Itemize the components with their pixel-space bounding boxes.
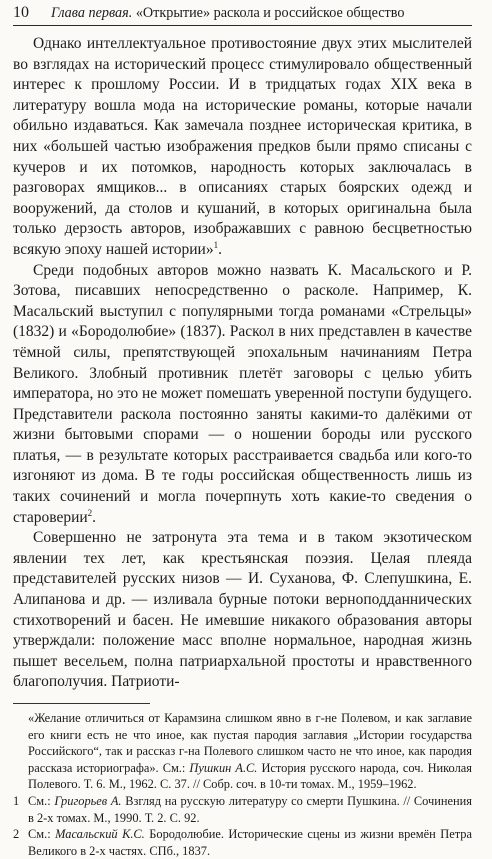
paragraph: Совершенно не затронута эта тема и в таком экзотическом явлении тех лет, как крестьянская поэзия. Целая плеяда представителей русских низов — И. Суханова, Ф. Слепушкина, Е. Алипанова и др. — изливала бурные потоки верноподданнических стихотворений и басен. Не имевшие никакого образования авторы утверждали: положение масс вполне нормальное, народная жизнь пышет весельем, полна патриархальной простоты и нравственного благополучия. Патриоти- [13,529,472,691]
footnote-separator [13,703,150,704]
page-number: 10 [13,4,29,21]
footnote-ref[interactable]: 1 [213,239,219,250]
footnote-ref[interactable]: 2 [87,507,93,518]
chapter-title: «Открытие» раскола и российское общество [135,5,405,21]
footnote-1: 1 См.: Григорьев А. Взгляд на русскую литературу со смерти Пушкина. // Сочинения в 2-х томах. М., 1990. Т. 2. С. 92. [13,793,472,825]
paragraph: Среди подобных авторов можно назвать К. Масальского и Р. Зотова, писавших непосредственно о расколе. Например, К. Масальский выступил с популярными тогда романами «Стрельцы» (1832) и «Бородолюбие» (1837). Раскол в них представлен в качестве тёмной силы, препятствующей эпохальным начинаниям Петра Великого. Злобный противник плетёт заговоры с целью убить императора, но это не может помешать уверенной поступи будущего. Представители раскола постоянно заняты какими-то далёкими от жизни бытовыми спорами — о ношении бороды или русского платья, — в результате которых расстраивается свадьба или кого-то изгоняют из дома. В те годы российская общественность лишь из таких сочинений и могла почерпнуть хоть какие-то сведения о староверии$^2$. [13,261,473,526]
running-head-title [51,5,404,22]
footnote-2: 2 См.: Масальский К.С. Бородолюбие. Исторические сцены из жизни времён Петра Великого в 2-х частях. СПб., 1837. [13,827,472,858]
footnote-continuation: «Желание отличиться от Карамзина слишком явно в г-не Полевом, и как заглавие его книги есть не что иное, как пустая пародия заглавия „Истории государства Российского“, так и рассказ г-на Полевого слишком часто не что иное, как пародия рассказа историографа». См.: Пушкин А.С. История русского народа, соч. Николая Полевого. Т. 6. М., 1962. С. 37. // Собр. соч. в 10-ти томах. М., 1959–1962. [28,711,472,792]
footnotes [13,710,472,859]
paragraph: Однако интеллектуальное противостояние двух этих мыслителей во взглядах на исторический процесс стимулировало общественный интерес к прошлому России. И в тридцатых годах XIX века в литературу вошла мода на исторические романы, которые начали обильно издаваться. Как замечала позднее историческая критика, в них «большей частью изображения предков были прямо списаны с кучеров и их потомков, народность которых заключалась в разговорах ямщиков... в описаниях старых боярских одежд и вооружений, да столов и кушаний, в которых оригинальна была только дерзость авторов, изображавших с равною бесцветностью всякую эпоху нашей истории»$^1$. [13,35,472,258]
running-header [13,4,472,26]
footnote-marker: 2 [13,827,20,842]
footnote-marker: 1 [13,793,20,808]
chapter-label: Глава первая. [51,5,133,21]
main-text [13,34,472,693]
